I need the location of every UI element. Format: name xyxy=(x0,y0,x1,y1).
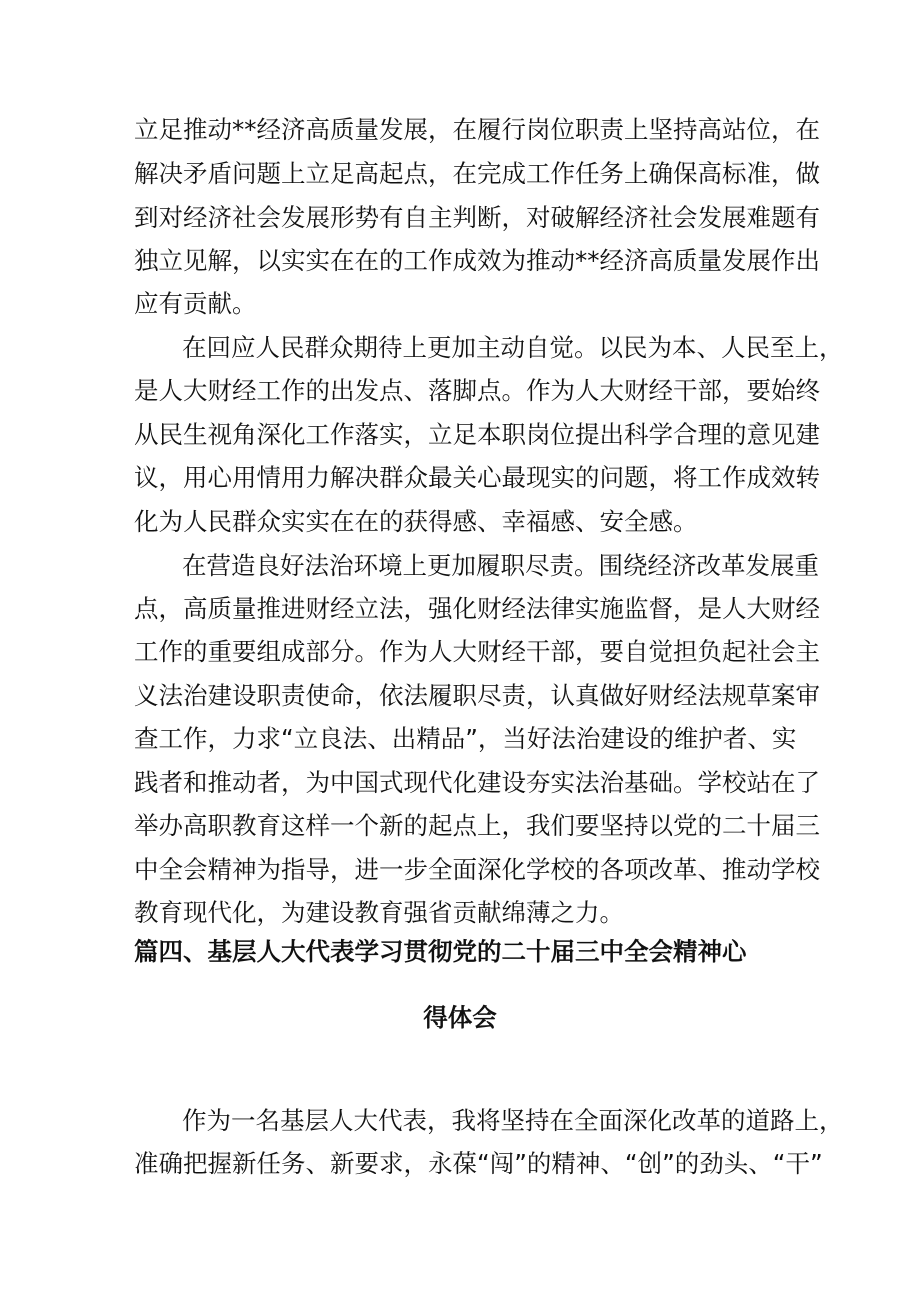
section-heading: 篇四、基层人大代表学习贯彻党的二十届三中全会精神心 xyxy=(134,937,747,966)
paragraph-line: 立足推动**经济高质量发展，在履行岗位职责上坚持高站位，在 xyxy=(134,115,820,144)
paragraph-line: 举办高职教育这样一个新的起点上，我们要坚持以党的二十届三 xyxy=(134,811,820,840)
paragraph-line: 化为人民群众实实在在的获得感、幸福感、安全感。 xyxy=(134,507,698,536)
paragraph-line: 中全会精神为指导，进一步全面深化学校的各项改革、推动学校 xyxy=(134,855,820,884)
paragraph-line: 教育现代化，为建设教育强省贡献绵薄之力。 xyxy=(134,898,624,927)
paragraph-line: 义法治建设职责使命，依法履职尽责，认真做好财经法规草案审 xyxy=(134,681,820,710)
paragraph-line: 解决矛盾问题上立足高起点，在完成工作任务上确保高标准，做 xyxy=(134,159,820,188)
paragraph-line: 在营造良好法治环境上更加履职尽责。围绕经济改革发展重 xyxy=(182,551,819,580)
paragraph-line: 议，用心用情用力解决群众最关心最现实的问题，将工作成效转 xyxy=(134,463,820,492)
paragraph-line: 查工作，力求“立良法、出精品”，当好法治建设的维护者、实 xyxy=(134,724,797,753)
paragraph-line: 作为一名基层人大代表，我将坚持在全面深化改革的道路上， xyxy=(182,1106,844,1135)
paragraph-line: 独立见解，以实实在在的工作成效为推动**经济高质量发展作出 xyxy=(134,246,820,275)
paragraph-line: 到对经济社会发展形势有自主判断，对破解经济社会发展难题有 xyxy=(134,203,820,232)
paragraph-line: 从民生视角深化工作落实，立足本职岗位提出科学合理的意见建 xyxy=(134,420,820,449)
section-heading-continuation: 得体会 xyxy=(423,1003,497,1032)
paragraph-line: 工作的重要组成部分。作为人大财经干部，要自觉担负起社会主 xyxy=(134,637,820,666)
paragraph-line: 应有贡献。 xyxy=(134,289,257,318)
paragraph-line: 准确把握新任务、新要求，永葆“闯”的精神、“创”的劲头、“干” xyxy=(134,1149,823,1178)
paragraph-line: 在回应人民群众期待上更加主动自觉。以民为本、人民至上， xyxy=(182,333,844,362)
paragraph-line: 践者和推动者，为中国式现代化建设夯实法治基础。学校站在了 xyxy=(134,768,820,797)
paragraph-line: 是人大财经工作的出发点、落脚点。作为人大财经干部，要始终 xyxy=(134,376,820,405)
paragraph-line: 点，高质量推进财经立法，强化财经法律实施监督，是人大财经 xyxy=(134,594,820,623)
